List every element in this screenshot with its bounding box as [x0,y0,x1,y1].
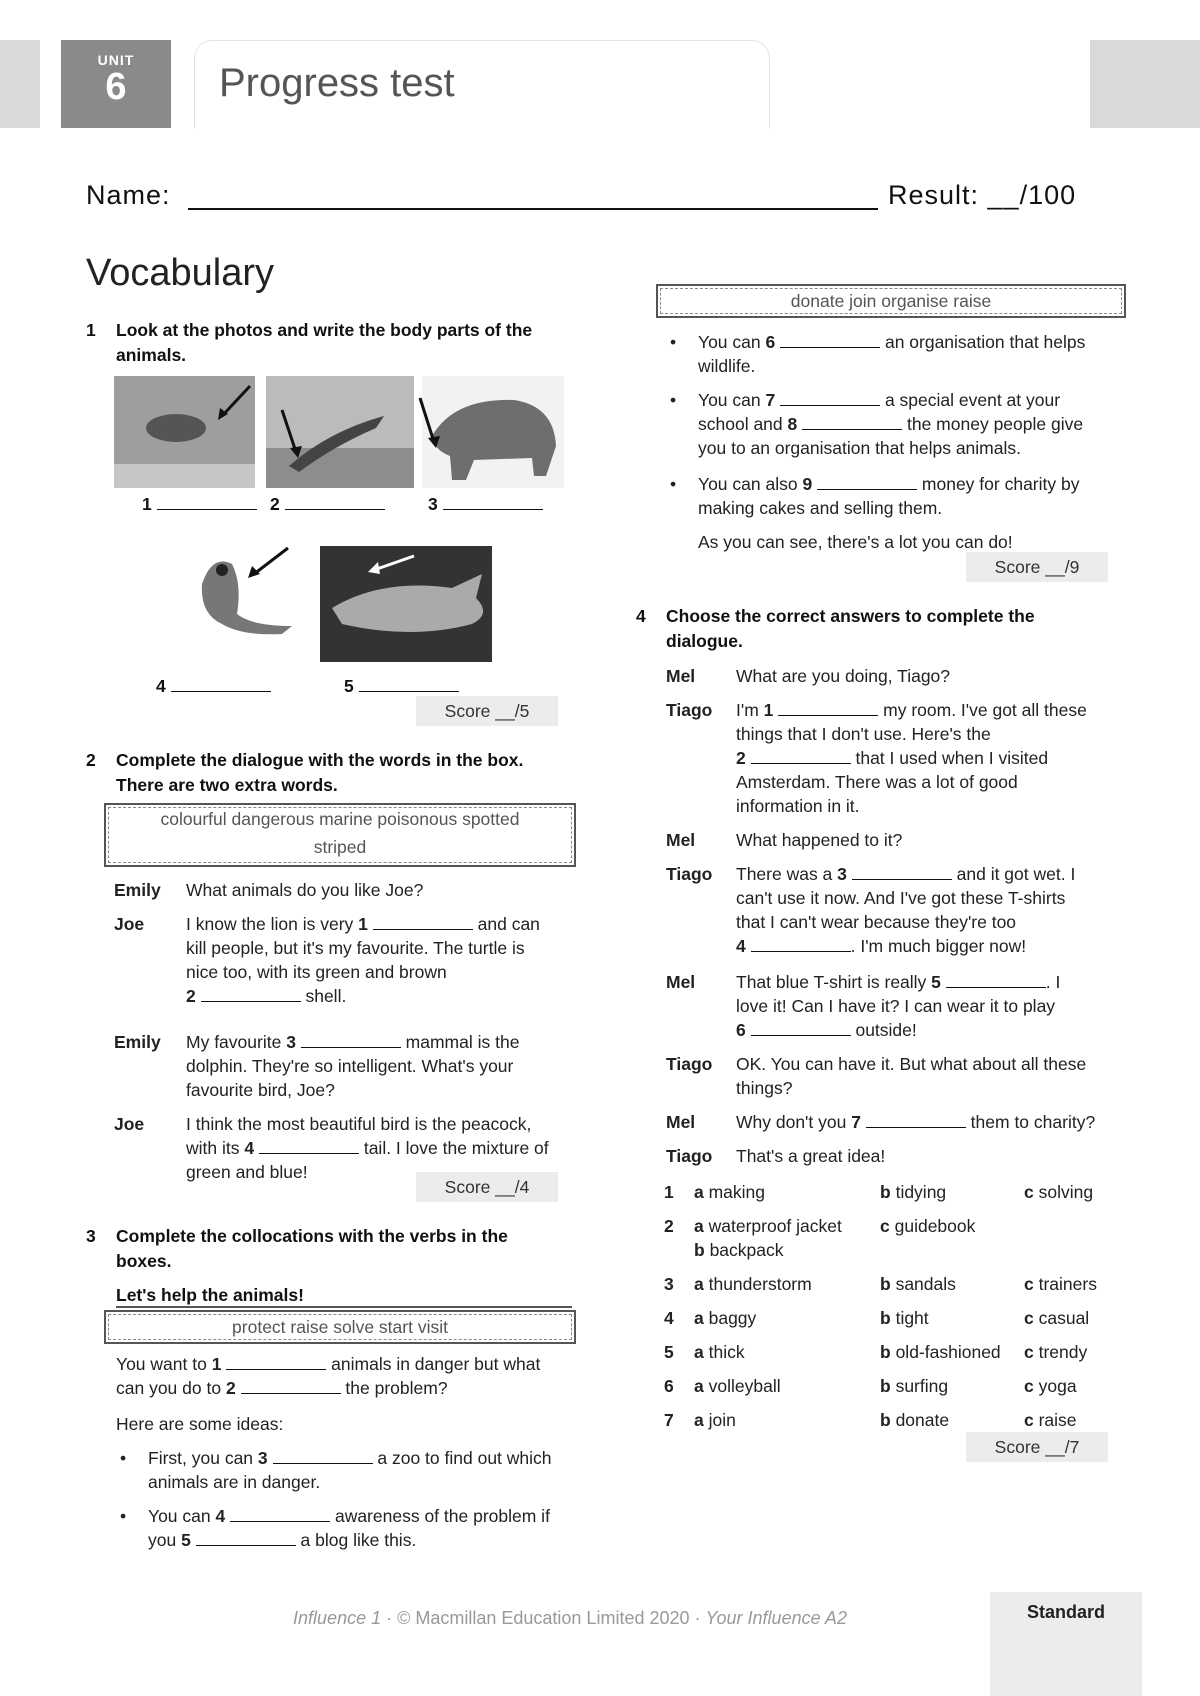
right-tab [1090,40,1200,128]
option-6a[interactable]: a volleyball [694,1376,781,1396]
unit-number: 6 [105,66,127,108]
q3-blank-3[interactable] [273,1449,373,1464]
photos-row-1 [114,376,564,488]
q2-blank-2[interactable] [201,987,301,1002]
option-3b[interactable]: b sandals [880,1274,956,1294]
line: What animals do you like Joe? [186,880,424,900]
q3-blank-9[interactable] [817,475,917,490]
q1-blank-3[interactable]: 3 [428,492,543,516]
q2-blank-4[interactable] [259,1139,359,1154]
q3-bullet-5: • You can also 9 money for charity by making cakes and selling them. [698,472,1118,520]
q4-blank-6[interactable] [751,1021,851,1036]
q3-blank-1[interactable] [226,1355,326,1370]
q3-score: Score __/9 [966,552,1108,582]
q3-blank-2[interactable] [241,1379,341,1394]
section-title: Vocabulary [86,252,275,294]
speaker: Joe [114,914,145,934]
line: OK. You can have it. But what about all these things? [736,1054,1087,1098]
q3-blank-5[interactable] [196,1531,296,1546]
photos-row-2 [182,544,492,662]
result-label: Result: __/100 [888,180,1077,210]
option-5b[interactable]: b old-fashioned [880,1342,1001,1362]
speaker: Mel [666,972,696,992]
title-box [194,40,770,129]
line: What happened to it? [736,830,903,850]
q3-word-box-1: protect raise solve start visit [104,1310,576,1344]
q2-words-line2: striped [313,837,367,857]
footer: Influence 1 · © Macmillan Education Limited 2020 · Your Influence A2 [293,1608,847,1628]
q1-score: Score __/5 [416,696,558,726]
q4-blank-4[interactable] [751,937,851,952]
option-6b[interactable]: b surfing [880,1376,949,1396]
option-2a[interactable]: a waterproof jacket [694,1216,842,1236]
q4-score: Score __/7 [966,1432,1108,1462]
speaker: Tiago [666,700,713,720]
q1-instruction: 1 Look at the photos and write the body parts of the animals. [86,320,533,365]
option-4b[interactable]: b tight [880,1308,929,1328]
q4-blank-3[interactable] [852,865,952,880]
q3-blank-7[interactable] [780,391,880,406]
option-5a[interactable]: a thick [694,1342,745,1362]
line: My favourite 3 mammal is the dolphin. They're so intelligent. What's your favourite bird, Joe? [186,1032,520,1100]
unit-label: UNIT [97,52,135,68]
arrow-4 [254,548,288,574]
q2-blank-1[interactable] [373,915,473,930]
option-6c[interactable]: c yoga [1024,1376,1077,1396]
name-field[interactable] [188,208,878,210]
option-1a[interactable]: a making [694,1182,766,1202]
speaker: Emily [114,1032,161,1052]
q2-words-line1: colourful dangerous marine poisonous spotted [160,809,520,829]
speaker: Joe [114,1114,145,1134]
line: I think the most beautiful bird is the peacock, with its 4 tail. I love the mixture of green and blue! [186,1114,549,1182]
q4-instruction: 4 Choose the correct answers to complete the dialogue. [636,606,1035,651]
q1-blank-5[interactable]: 5 [344,674,459,698]
q4-blank-5[interactable] [946,973,1046,988]
q2-dialogue [114,878,574,1182]
page-title: Progress test [219,61,455,105]
speaker: Mel [666,1112,696,1132]
left-tab [0,40,40,128]
q3-bullet-1: • First, you can 3 a zoo to find out which animals are in danger. [148,1446,578,1494]
option-4a[interactable]: a baggy [694,1308,757,1328]
q4-blank-2[interactable] [751,749,851,764]
q2-number: 2 [86,750,96,770]
option-3c[interactable]: c trainers [1024,1274,1097,1294]
speaker: Tiago [666,1146,713,1166]
speaker: Mel [666,666,696,686]
option-1c[interactable]: c solving [1024,1182,1094,1202]
q4-blank-7[interactable] [866,1113,966,1128]
speaker: Mel [666,830,696,850]
line: There was a 3 and it got wet. I can't use it now. And I've got these T-shirts that I can't wear because they're too 4 . I'm much bigger now! [736,864,1076,956]
option-2c[interactable]: c guidebook [880,1216,976,1236]
speaker: Tiago [666,1054,713,1074]
q1-blank-2[interactable]: 2 [270,492,385,516]
turtle-shape [146,414,206,442]
unit-badge [61,40,171,128]
q3-bullet-3: • You can 6 an organisation that helps wildlife. [698,330,1118,378]
q3-subtitle: Let's help the animals! [116,1284,572,1308]
line: That blue T-shirt is really 5 . I love it! Can I have it? I can wear it to play 6 outside! [736,972,1061,1040]
level-badge: Standard [990,1592,1142,1696]
speaker: Tiago [666,864,713,884]
line: Why don't you 7 them to charity? [736,1112,1096,1132]
q3-ideas: Here are some ideas: [116,1414,284,1434]
q1-blank-1[interactable]: 1 [142,492,257,516]
q3-blank-4[interactable] [230,1507,330,1522]
option-3a[interactable]: a thunderstorm [694,1274,812,1294]
q2-instruction: 2 Complete the dialogue with the words in the box. There are two extra words. [86,750,524,795]
option-5c[interactable]: c trendy [1024,1342,1088,1362]
option-4c[interactable]: c casual [1024,1308,1090,1328]
q3-blank-6[interactable] [780,333,880,348]
q2-blank-3[interactable] [301,1033,401,1048]
q3-bullet-4: • You can 7 a special event at your school and 8 the money people give you to an organisation that helps animals. [698,388,1118,460]
line: I know the lion is very 1 and can kill people, but it's my favourite. The turtle is nice too, with its green and brown 2 shell. [186,914,540,1006]
parrot-shape [202,562,292,635]
q4-options: 1 a making b tidying c solving 2 a waterproof jacket b backpack c guidebook 3 a thunderstorm b sandals c trainers 4 a baggy b tight c casual 5 a thick b old-fashioned c trendy 6 a volleyball b surfing c yoga 7 a join b donate c raise [664,1182,1097,1430]
speaker: Emily [114,880,161,900]
q4-blank-1[interactable] [778,701,878,716]
q3-word-box-2: donate join organise raise [656,284,1126,318]
q3-blank-8[interactable] [802,415,902,430]
line: That's a great idea! [736,1146,886,1166]
q1-blank-4[interactable]: 4 [156,674,271,698]
q1-number: 1 [86,320,96,340]
q3-instruction: 3 Complete the collocations with the verbs in the boxes. [86,1226,508,1271]
option-7c[interactable]: c raise [1024,1410,1077,1430]
line: What are you doing, Tiago? [736,666,951,686]
line: I'm 1 my room. I've got all these things that I don't use. Here's the 2 that I used when I visited Amsterdam. There was a lot of good information in it. [736,700,1087,816]
name-label: Name: [86,180,171,210]
option-2b[interactable]: b backpack [694,1240,784,1260]
q4-dialogue [666,664,1116,1184]
q2-word-box [104,803,576,867]
option-7a[interactable]: a join [694,1410,736,1430]
option-7b[interactable]: b donate [880,1410,950,1430]
q3-bullet-2: • You can 4 awareness of the problem if you 5 a blog like this. [148,1504,578,1552]
q3-closing: As you can see, there's a lot you can do! [698,532,1013,552]
q4-number: 4 [636,606,646,626]
q2-score: Score __/4 [416,1172,558,1202]
option-1b[interactable]: b tidying [880,1182,947,1202]
q3-number: 3 [86,1226,96,1246]
q3-paragraph: You want to 1 animals in danger but what can you do to 2 the problem? [116,1354,541,1398]
